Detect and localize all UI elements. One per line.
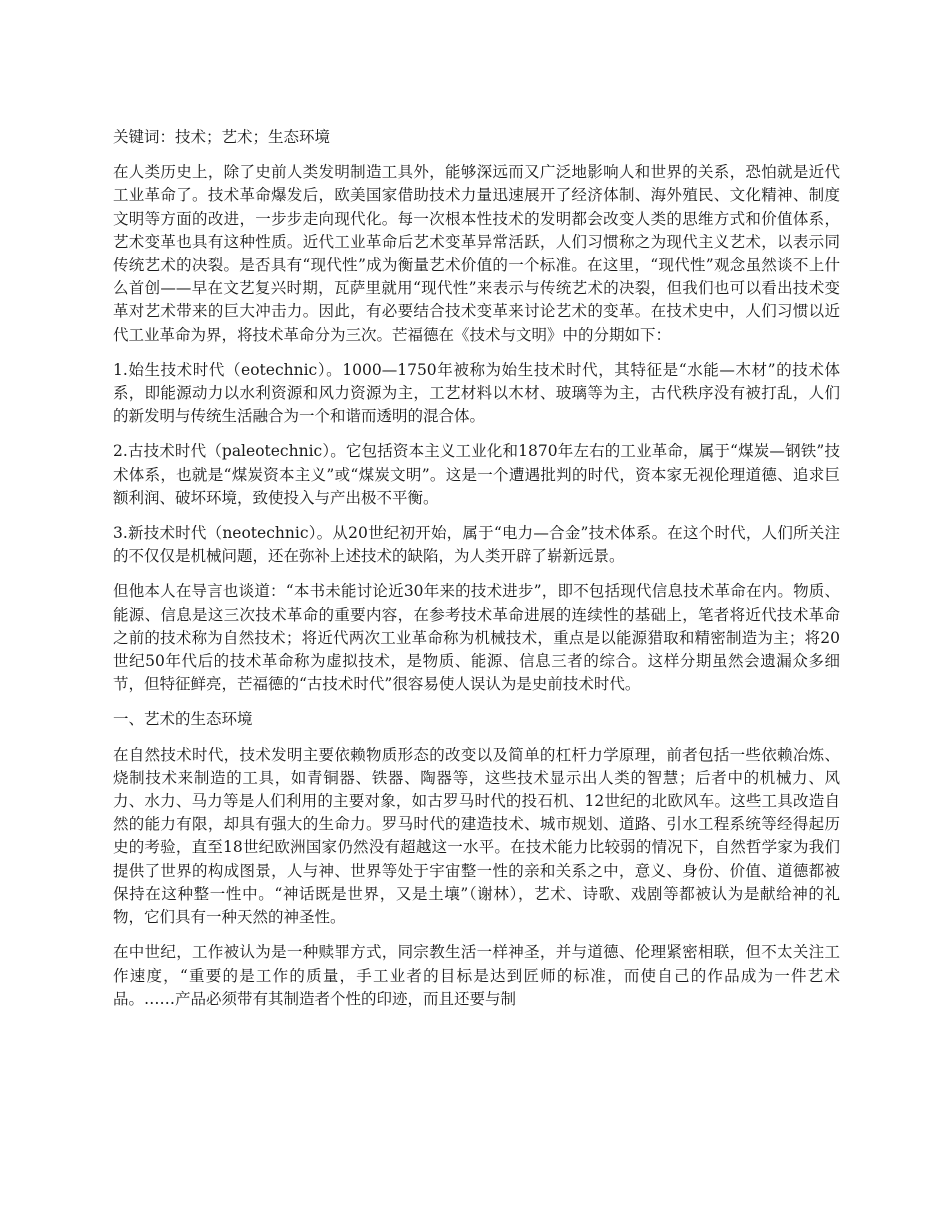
periodization-paragraph: 但他本人在导言也谈道：“本书未能讨论近30年来的技术进步”，即不包括现代信息技术革命在内。物质、能源、信息是这三次技术革命的重要内容，在参考技术革命进展的连续性的基础上，笔者将近代技术革命之前的技术称为自然技术；将近代两次工业革命称为机械技术，重点是以能源猎取和精密制造为主；将20世纪50年代后的技术革命称为虚拟技术，是物质、能源、信息三者的综合。这样分期虽然会遗漏众多细节，但特征鲜亮，芒福德的“古技术时代”很容易使人误认为是史前技术时代。	[113, 582, 840, 694]
list-item-paleotechnic: 2.古技术时代（paleotechnic）。它包括资本主义工业化和1870年左右的工业革命，属于“煤炭—钢铁”技术体系，也就是“煤炭资本主义”或“煤炭文明”。这是一个遭遇批判的时代，资本家无视伦理道德、追求巨额利润、破坏环境，致使投入与产出极不平衡。	[113, 442, 840, 507]
list-item-neotechnic: 3.新技术时代（neotechnic）。从20世纪初开始，属于“电力—合金”技术体系。在这个时代，人们所关注的不仅仅是机械问题，还在弥补上述技术的缺陷，为人类开辟了崭新远景。	[113, 524, 840, 566]
keywords-line: 关键词：技术；艺术；生态环境	[113, 128, 331, 146]
natural-technology-paragraph: 在自然技术时代，技术发明主要依赖物质形态的改变以及简单的杠杆力学原理，前者包括一些依赖冶炼、烧制技术来制造的工具，如青铜器、铁器、陶器等，这些技术显示出人类的智慧；后者中的机械力、风力、水力、马力等是人们利用的主要对象，如古罗马时代的投石机、12世纪的北欧风车。这些工具改造自然的能力有限，却具有强大的生命力。罗马时代的建造技术、城市规划、道路、引水工程系统等经得起历史的考验，直至18世纪欧洲国家仍然没有超越这一水平。在技术能力比较弱的情况下，自然哲学家为我们提供了世界的构成图景，人与神、世界等处于宇宙整一性的亲和关系之中，意义、身份、价值、道德都被保持在这种整一性中。“神话既是世界，又是土壤”（谢林），艺术、诗歌、戏剧等都被认为是献给神的礼物，它们具有一种天然的神圣性。	[113, 745, 840, 927]
section-heading: 一、艺术的生态环境	[113, 710, 253, 729]
middle-ages-paragraph: 在中世纪，工作被认为是一种赎罪方式，同宗教生活一样神圣，并与道德、伦理紧密相联，但不太关注工作速度，“重要的是工作的质量，手工业者的目标是达到匠师的标准，而使自己的作品成为一件艺术品。……产品必须带有其制造者个性的印迹，而且还要与制	[113, 943, 840, 1008]
document-page	[113, 126, 840, 1023]
intro-paragraph: 在人类历史上，除了史前人类发明制造工具外，能够深远而又广泛地影响人和世界的关系，恐怕就是近代工业革命了。技术革命爆发后，欧美国家借助技术力量迅速展开了经济体制、海外殖民、文化精神、制度文明等方面的改进，一步步走向现代化。每一次根本性技术的发明都会改变人类的思维方式和价值体系，艺术变革也具有这种性质。近代工业革命后艺术变革异常活跃，人们习惯称之为现代主义艺术，以表示同传统艺术的决裂。是否具有“现代性”成为衡量艺术价值的一个标准。在这里，“现代性”观念虽然谈不上什么首创——早在文艺复兴时期，瓦萨里就用“现代性”来表示与传统艺术的决裂，但我们也可以看出技术变革对艺术带来的巨大冲击力。因此，有必要结合技术变革来讨论艺术的变革。在技术史中，人们习惯以近代工业革命为界，将技术革命分为三次。芒福德在《技术与文明》中的分期如下：	[113, 163, 840, 344]
list-item-eotechnic: 1.始生技术时代（eotechnic）。1000—1750年被称为始生技术时代，其特征是“水能—木材”的技术体系，即能源动力以水利资源和风力资源为主，工艺材料以木材、玻璃等为主，古代秩序没有被打乱，人们的新发明与传统生活融合为一个和谐而透明的混合体。	[113, 360, 840, 426]
